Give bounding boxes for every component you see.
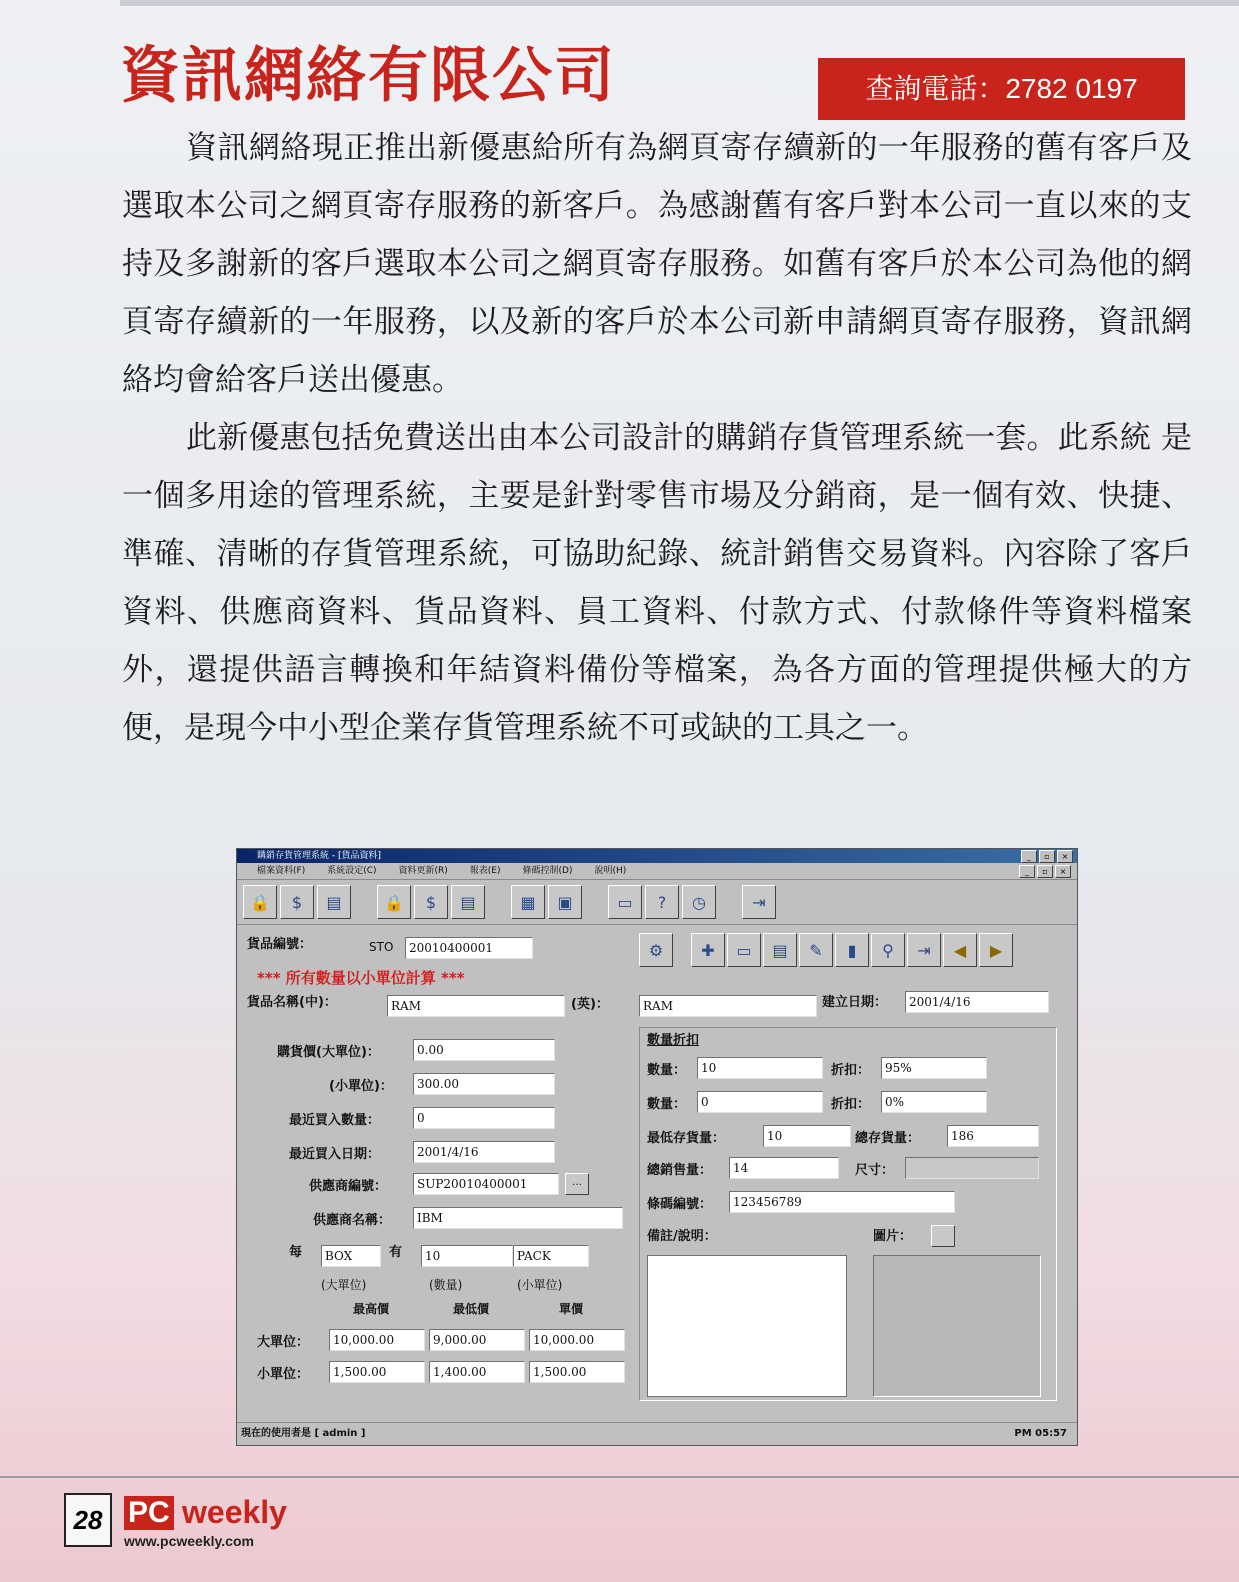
page-number: 28 xyxy=(64,1493,112,1547)
exit-form-icon[interactable]: ⇥ xyxy=(907,933,941,967)
unit-small-caption: (小單位) xyxy=(517,1278,563,1292)
company-title: 資訊網絡有限公司 xyxy=(120,41,616,111)
total-stock-label: 總存貨量： xyxy=(855,1131,921,1146)
picture-box xyxy=(873,1255,1041,1397)
window-controls xyxy=(1021,850,1073,863)
search-icon[interactable]: ⚲ xyxy=(871,933,905,967)
menu-reports[interactable]: 報表(E) xyxy=(469,866,501,876)
created-date-field[interactable]: 2001/4/16 xyxy=(905,991,1049,1013)
col-unit-header: 單價 xyxy=(559,1302,584,1316)
payment-icon[interactable]: $ xyxy=(280,885,314,919)
menu-update[interactable]: 資料更新(R) xyxy=(398,866,448,876)
disc2-label: 折扣： xyxy=(831,1097,871,1112)
sales-icon[interactable]: $ xyxy=(414,885,448,919)
small-unit-label: 小單位： xyxy=(257,1367,310,1382)
minimize-button[interactable]: _ xyxy=(1021,850,1037,863)
name-en-field[interactable]: RAM xyxy=(639,995,817,1017)
building-icon[interactable]: ▦ xyxy=(511,885,545,919)
supplier-code-field[interactable]: SUP20010400001 xyxy=(413,1173,559,1195)
menu-help[interactable]: 說明(H) xyxy=(594,866,627,876)
quantity-warning: *** 所有數量以小單位計算 *** xyxy=(257,969,465,987)
product-code-label: 貨品編號： xyxy=(247,937,313,952)
qty2-field[interactable]: 0 xyxy=(697,1091,823,1113)
edit-icon[interactable]: ✎ xyxy=(799,933,833,967)
recent-date-field[interactable]: 2001/4/16 xyxy=(413,1141,555,1163)
stock-lock-icon[interactable]: 🔒 xyxy=(377,885,411,919)
menu-bar xyxy=(237,863,1077,880)
inventory-icon[interactable]: ▤ xyxy=(451,885,485,919)
close-button[interactable]: × xyxy=(1057,850,1073,863)
name-en-label: (英)： xyxy=(571,997,609,1012)
unit-qty-field[interactable]: 10 xyxy=(421,1245,513,1267)
article-paragraph-1: 資訊網絡現正推出新優惠給所有為網頁寄存續新的一年服務的舊有客戶及選取本公司之網頁寄存服務的新客戶。為感謝舊有客戶對本公司一直以來的支持及多謝新的客戶選取本公司之網頁寄存服務。如舊有客戶於本公司為他的網頁寄存續新的一年服務，以及新的客戶於本公司新申請網頁寄存服務，資訊網絡均會給客戶送出優惠。 xyxy=(122,130,1192,398)
supplier-lookup-button[interactable]: … xyxy=(565,1173,589,1195)
window-titlebar xyxy=(237,849,1077,863)
name-cn-field[interactable]: RAM xyxy=(387,995,565,1017)
picture-browse-button[interactable] xyxy=(931,1225,955,1247)
discount-title: 數量折扣 xyxy=(647,1033,700,1048)
unit-small-field[interactable]: PACK xyxy=(513,1245,589,1267)
disc2-field[interactable]: 0% xyxy=(881,1091,987,1113)
main-toolbar xyxy=(237,880,1077,925)
clock-icon[interactable]: ◷ xyxy=(682,885,716,919)
logo-url: www.pcweekly.com xyxy=(124,1533,254,1549)
footer-divider xyxy=(0,1476,1239,1478)
small-max-price-field[interactable]: 1,500.00 xyxy=(329,1361,425,1383)
big-unit-price-field[interactable]: 10,000.00 xyxy=(529,1329,625,1351)
small-min-price-field[interactable]: 1,400.00 xyxy=(429,1361,525,1383)
recent-date-label: 最近買入日期： xyxy=(289,1147,381,1162)
total-sales-label: 總銷售量： xyxy=(647,1163,713,1178)
qty2-label: 數量： xyxy=(647,1097,687,1112)
supplier-code-label: 供應商編號： xyxy=(309,1179,388,1194)
barcode-field[interactable]: 123456789 xyxy=(729,1191,955,1213)
picture-label: 圖片： xyxy=(873,1229,913,1244)
id-card-icon[interactable]: ▭ xyxy=(608,885,642,919)
supplier-name-label: 供應商名稱： xyxy=(313,1213,392,1228)
big-min-price-field[interactable]: 9,000.00 xyxy=(429,1329,525,1351)
print-icon[interactable]: ▤ xyxy=(763,933,797,967)
menu-settings[interactable]: 系統設定(C) xyxy=(327,866,377,876)
record-icon[interactable]: ▤ xyxy=(317,885,351,919)
logo-pc: PC xyxy=(124,1496,174,1530)
supplier-name-field[interactable]: IBM xyxy=(413,1207,623,1229)
mdi-minimize-button[interactable]: _ xyxy=(1019,865,1035,878)
big-max-price-field[interactable]: 10,000.00 xyxy=(329,1329,425,1351)
disc1-field[interactable]: 95% xyxy=(881,1057,987,1079)
small-unit-price-field[interactable]: 1,500.00 xyxy=(529,1361,625,1383)
total-stock-field[interactable]: 186 xyxy=(947,1125,1039,1147)
status-user: 現在的使用者是 [ admin ] xyxy=(241,1428,366,1439)
article-paragraph-2: 此新優惠包括免費送出由本公司設計的購銷存貨管理系統一套。此系統 是一個多用途的管理系統，主要是針對零售市場及分銷商，是一個有效、快捷、準確、清晰的存貨管理系統，可協助紀錄、統計銷售交易資料。內容除了客戶資料、供應商資料、貨品資料、員工資料、付款方式、付款條件等資料檔案外，還提供語言轉換和年結資料備份等檔案，為各方面的管理提供極大的方便，是現今中小型企業存貨管理系統不可或缺的工具之一。 xyxy=(122,420,1192,746)
remark-label: 備註/說明： xyxy=(647,1229,717,1244)
min-stock-label: 最低存貨量： xyxy=(647,1131,726,1146)
app-screenshot-window xyxy=(236,848,1078,1446)
remark-textarea[interactable] xyxy=(647,1255,847,1397)
next-record-icon[interactable]: ▶ xyxy=(979,933,1013,967)
barcode-label: 條碼編號： xyxy=(647,1197,713,1212)
disc1-label: 折扣： xyxy=(831,1063,871,1078)
computer-icon[interactable]: ▣ xyxy=(548,885,582,919)
mdi-restore-button[interactable]: ▫ xyxy=(1037,865,1053,878)
mdi-controls xyxy=(1019,865,1071,878)
col-max-header: 最高價 xyxy=(353,1302,390,1316)
size-label: 尺寸： xyxy=(855,1163,895,1178)
has-label: 有 xyxy=(389,1245,403,1260)
language-icon[interactable]: ⚙ xyxy=(639,933,673,967)
status-bar xyxy=(237,1422,1077,1445)
product-code-prefix: STO xyxy=(369,940,394,954)
recent-qty-label: 最近買入數量： xyxy=(289,1113,381,1128)
big-unit-label: 大單位： xyxy=(257,1335,310,1350)
purchase-big-field[interactable]: 0.00 xyxy=(413,1039,555,1061)
name-cn-label: 貨品名稱(中)： xyxy=(247,995,337,1010)
prev-record-icon[interactable]: ◀ xyxy=(943,933,977,967)
unit-qty-caption: (數量) xyxy=(429,1278,463,1292)
exit-icon[interactable]: ⇥ xyxy=(742,885,776,919)
purchase-small-field[interactable]: 300.00 xyxy=(413,1073,555,1095)
new-record-icon[interactable]: ✚ xyxy=(691,933,725,967)
total-sales-field[interactable]: 14 xyxy=(729,1157,839,1179)
qty1-field[interactable]: 10 xyxy=(697,1057,823,1079)
top-strip xyxy=(120,0,1239,6)
phone-badge: 查詢電話：2782 0197 xyxy=(818,58,1185,120)
maximize-button[interactable]: ▫ xyxy=(1039,850,1055,863)
window-title: 購銷存貨管理系統 - [貨品資料] xyxy=(257,851,381,861)
mdi-close-button[interactable]: × xyxy=(1055,865,1071,878)
menu-barcode[interactable]: 條碼控制(D) xyxy=(522,866,573,876)
recent-qty-field[interactable]: 0 xyxy=(413,1107,555,1129)
purchase-small-label: (小單位)： xyxy=(329,1079,393,1094)
unit-big-caption: (大單位) xyxy=(321,1278,367,1292)
status-time: PM 05:57 xyxy=(1014,1428,1067,1439)
help-icon[interactable]: ? xyxy=(645,885,679,919)
qty1-label: 數量： xyxy=(647,1063,687,1078)
customer-lock-icon[interactable]: 🔒 xyxy=(243,885,277,919)
menu-file[interactable]: 檔案資料(F) xyxy=(257,866,306,876)
min-stock-field[interactable]: 10 xyxy=(763,1125,851,1147)
created-date-label: 建立日期： xyxy=(822,995,888,1010)
unit-big-field[interactable]: BOX xyxy=(321,1245,381,1267)
product-code-field[interactable]: 20010400001 xyxy=(405,937,533,959)
col-min-header: 最低價 xyxy=(453,1302,490,1316)
per-label: 每 xyxy=(289,1245,303,1260)
save-icon[interactable]: ▭ xyxy=(727,933,761,967)
logo-weekly: weekly xyxy=(182,1494,287,1530)
purchase-big-label: 購貨價(大單位)： xyxy=(277,1045,380,1060)
size-field[interactable] xyxy=(905,1157,1039,1179)
delete-icon[interactable]: ▮ xyxy=(835,933,869,967)
